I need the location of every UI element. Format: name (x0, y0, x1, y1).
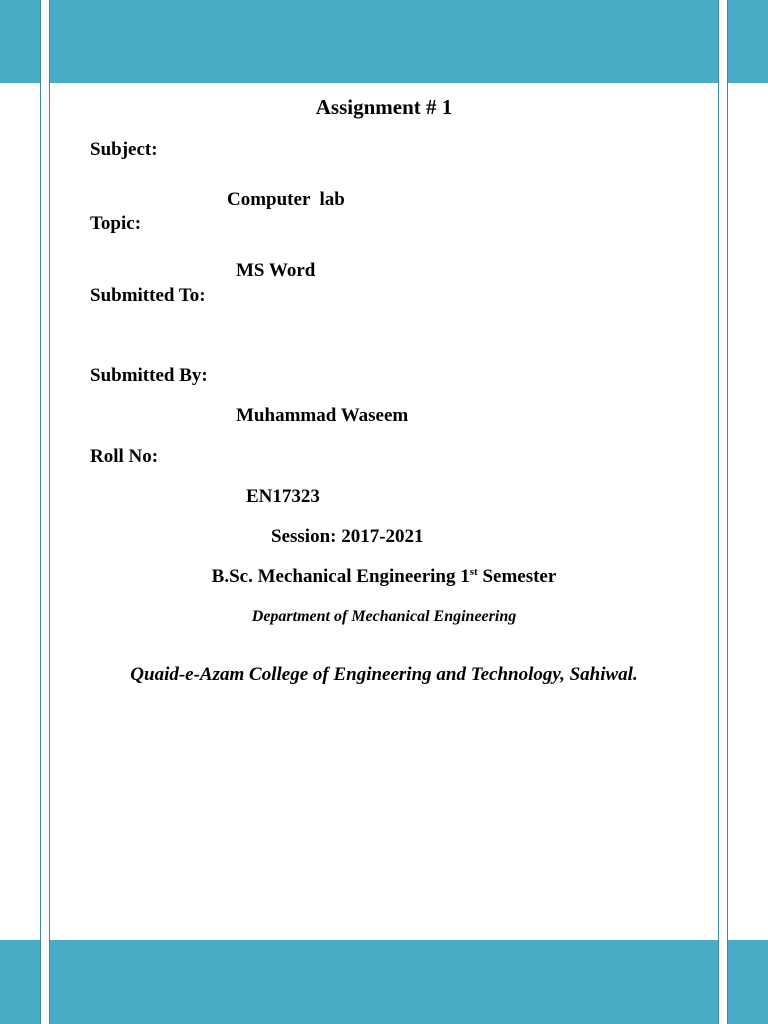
roll-no-value: EN17323 (246, 486, 320, 507)
left-outer-border-line (40, 0, 41, 1024)
college-name: Quaid-e-Azam College of Engineering and Technology, Sahiwal. (130, 664, 638, 685)
left-top-band (0, 0, 40, 83)
program-suffix: Semester (477, 566, 557, 587)
assignment-title: Assignment # 1 (315, 95, 453, 119)
subject-value: Computer lab (227, 189, 345, 210)
submitted-to-label: Submitted To: (90, 285, 206, 306)
department-name: Department of Mechanical Engineering (251, 608, 517, 625)
right-inner-border-line (718, 0, 719, 1024)
left-inner-border-line (49, 0, 50, 1024)
submitted-by-label: Submitted By: (90, 365, 208, 386)
session-text: Session: 2017-2021 (271, 526, 424, 547)
program-superscript: st (469, 566, 478, 578)
topic-label: Topic: (90, 213, 142, 234)
topic-value: MS Word (236, 260, 316, 281)
header-band (50, 0, 718, 83)
right-outer-border-line (727, 0, 728, 1024)
left-bottom-band (0, 940, 40, 1024)
right-top-band (728, 0, 768, 83)
submitted-by-value: Muhammad Waseem (236, 405, 409, 426)
roll-no-label: Roll No: (90, 446, 159, 467)
footer-band (50, 940, 718, 1024)
right-bottom-band (728, 940, 768, 1024)
subject-label: Subject: (90, 139, 158, 160)
program-line (0, 567, 768, 586)
program-prefix: B.Sc. Mechanical Engineering 1 (211, 566, 470, 587)
